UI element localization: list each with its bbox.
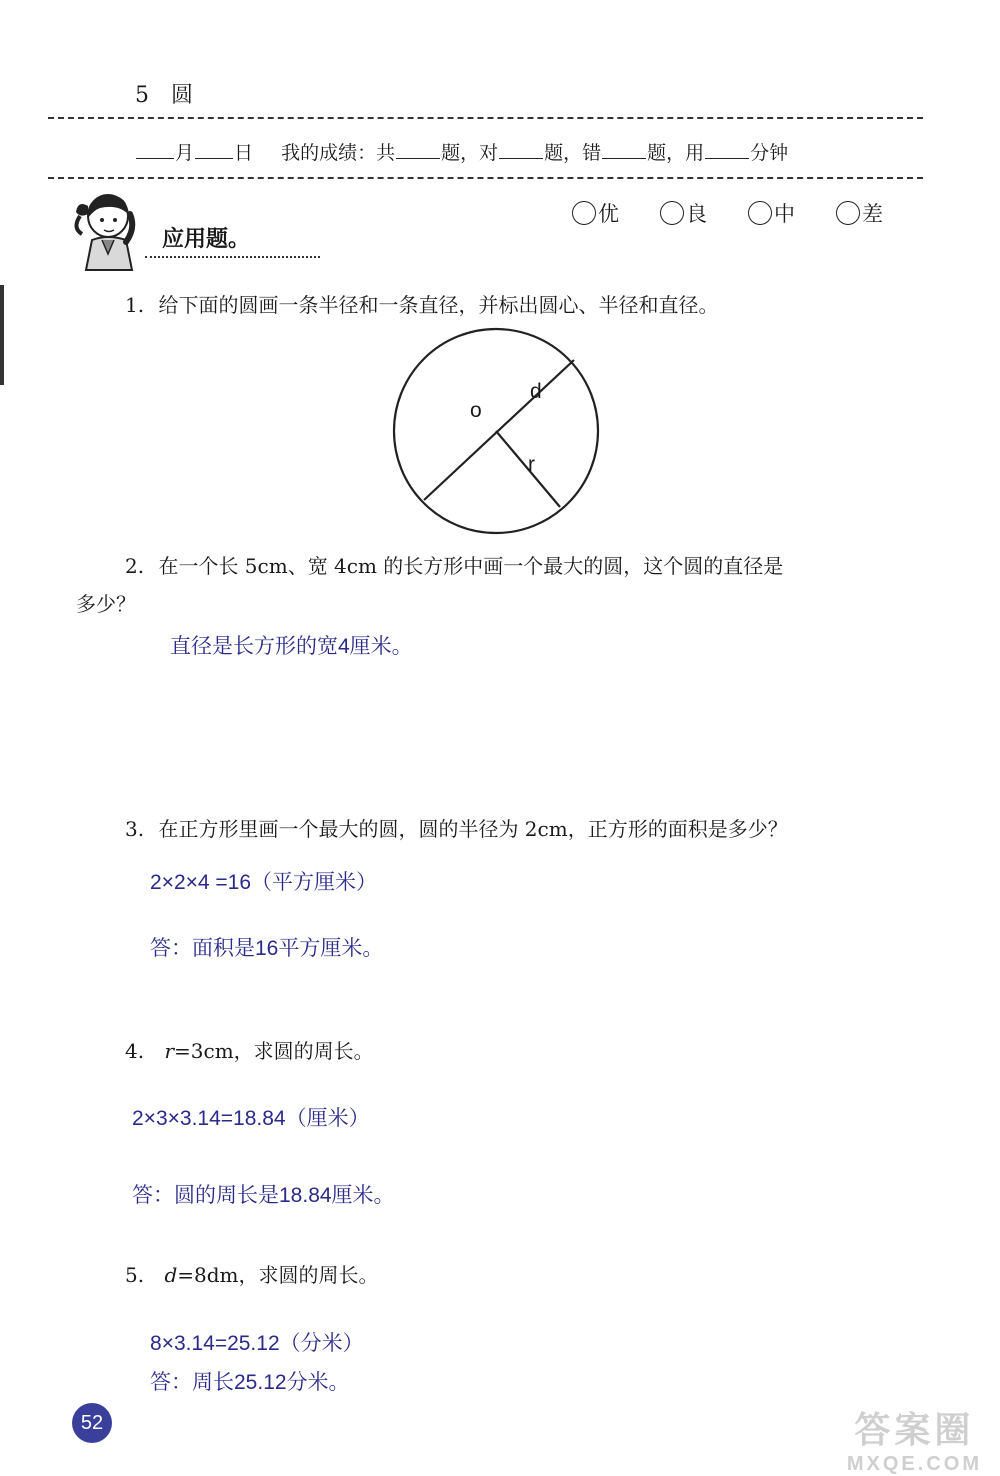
- page-edge-bar: [0, 285, 4, 385]
- chapter-title: 圆: [171, 83, 194, 108]
- center-label: o: [470, 399, 482, 422]
- month-label: 月: [175, 142, 195, 164]
- grade-label: 良: [686, 202, 707, 226]
- answer-5: 答：周长25.12分米。: [150, 1371, 350, 1394]
- month-blank[interactable]: [136, 142, 174, 159]
- grade-label: 中: [774, 202, 795, 226]
- header-divider-top: [48, 117, 923, 119]
- variable-r: r: [164, 1039, 175, 1063]
- grade-excellent[interactable]: [572, 198, 619, 228]
- question-4: [125, 1034, 374, 1068]
- question-5: [125, 1258, 379, 1292]
- grade-poor[interactable]: [836, 198, 883, 228]
- time-label: 题，用: [647, 142, 705, 164]
- time-blank[interactable]: [705, 142, 749, 159]
- chapter-heading: [135, 78, 193, 109]
- question-text: =8dm，求圆的周长。: [177, 1263, 379, 1287]
- total-blank[interactable]: [396, 142, 440, 159]
- answer-4: 答：圆的周长是18.84厘米。: [132, 1184, 395, 1207]
- question-2-line2: 多少？: [76, 592, 136, 616]
- question-text: 在正方形里画一个最大的圆，圆的半径为 2cm，正方形的面积是多少？: [158, 817, 788, 841]
- question-1: [125, 288, 718, 322]
- score-label: 我的成绩：共: [281, 142, 396, 164]
- variable-d: d: [164, 1263, 178, 1287]
- section-title: 应用题。: [162, 227, 251, 252]
- diameter-line: [424, 360, 574, 500]
- correct-label: 题，对: [441, 142, 499, 164]
- answer-3: 答：面积是16平方厘米。: [150, 937, 384, 960]
- score-row: [135, 138, 788, 165]
- watermark-line2: MXQE.COM: [846, 1453, 982, 1475]
- answer-2: 直径是长方形的宽4厘米。: [170, 635, 413, 658]
- calc-3: 2×2×4 =16（平方厘米）: [150, 871, 378, 894]
- wrong-blank[interactable]: [602, 142, 646, 159]
- grade-label: 差: [862, 202, 883, 226]
- wrong-label: 题，错: [544, 142, 602, 164]
- question-number: 3.: [125, 817, 145, 841]
- question-text: =3cm，求圆的周长。: [174, 1039, 374, 1063]
- calc-5: 8×3.14=25.12（分米）: [150, 1332, 364, 1355]
- watermark-line1: 答案圈: [854, 1409, 975, 1450]
- question-number: 2.: [125, 554, 145, 578]
- chapter-number: 5: [135, 83, 149, 108]
- grade-good[interactable]: [660, 198, 707, 228]
- grade-circle[interactable]: [836, 201, 860, 225]
- watermark: [847, 1402, 982, 1476]
- minutes-label: 分钟: [750, 142, 789, 164]
- question-number: 1.: [125, 293, 145, 317]
- question-2: [125, 549, 783, 583]
- section-underline: [145, 256, 320, 258]
- question-text: 给下面的圆画一条半径和一条直径，并标出圆心、半径和直径。: [158, 293, 719, 317]
- day-label: 日: [234, 142, 254, 164]
- question-3: [125, 812, 788, 846]
- question-number: 4.: [125, 1039, 145, 1063]
- calc-4: 2×3×3.14=18.84（厘米）: [132, 1107, 370, 1130]
- correct-blank[interactable]: [499, 142, 543, 159]
- grade-circle[interactable]: [748, 201, 772, 225]
- diameter-label: d: [530, 380, 542, 403]
- question-text: 在一个长 5cm、宽 4cm 的长方形中画一个最大的圆，这个圆的直径是: [158, 554, 784, 578]
- header-divider-bottom: [48, 177, 923, 179]
- girl-thinking-icon: [70, 188, 160, 273]
- grade-fair[interactable]: [748, 198, 795, 228]
- question-number: 5.: [125, 1263, 145, 1287]
- grade-circle[interactable]: [572, 201, 596, 225]
- circle-diagram: [390, 325, 604, 535]
- grade-circle[interactable]: [660, 201, 684, 225]
- radius-label: r: [528, 453, 535, 476]
- day-blank[interactable]: [195, 142, 233, 159]
- grade-label: 优: [598, 202, 619, 226]
- page-number: 52: [72, 1403, 112, 1443]
